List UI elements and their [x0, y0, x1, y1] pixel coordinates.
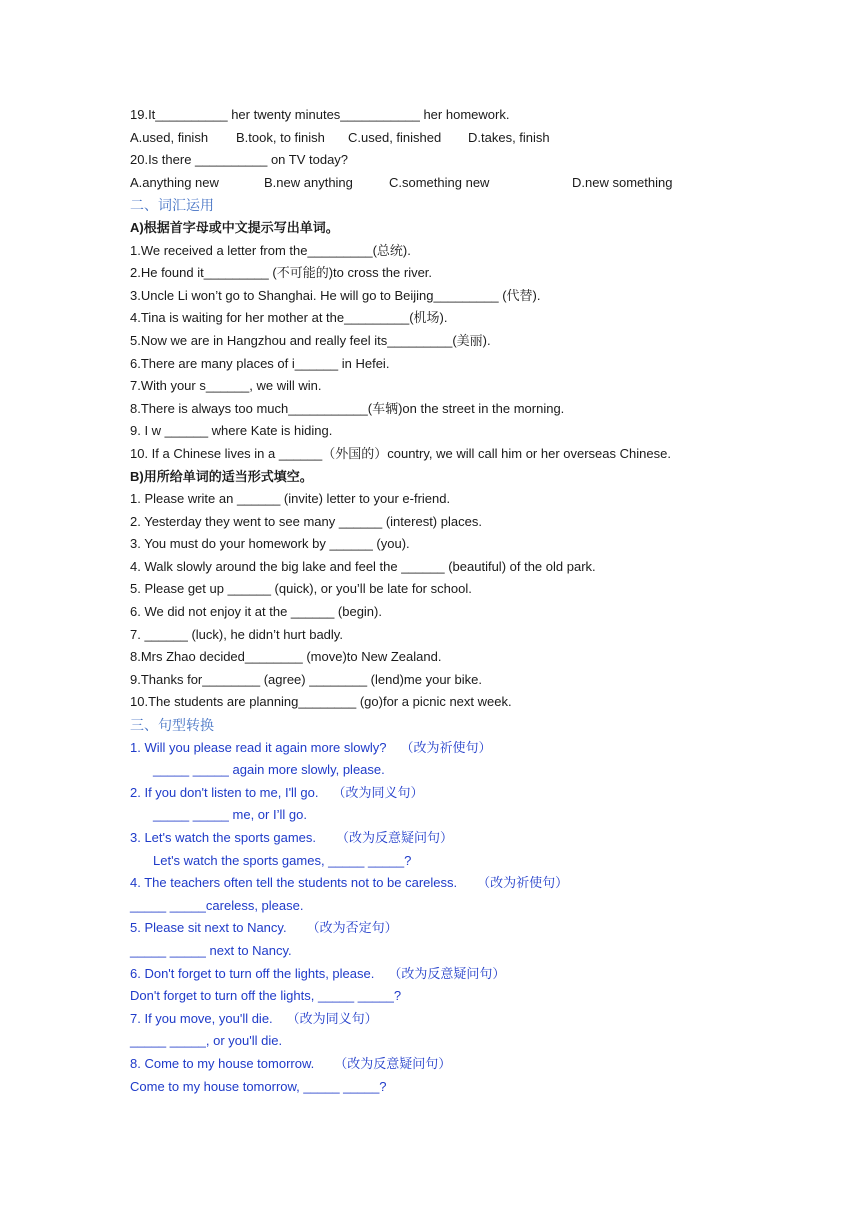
part-b-item: 8.Mrs Zhao decided________ (move)to New Zealand. [130, 649, 442, 665]
part-b-item: 2. Yesterday they went to see many ______ (interest) places. [130, 513, 482, 529]
instruction-note: （改为反意疑问句） [336, 830, 454, 845]
part-b-item: 1. Please write an ______ (invite) letter to your e-friend. [130, 491, 451, 507]
question-19-options [130, 127, 730, 150]
transform-answer: _____ _____careless, please. [130, 897, 304, 913]
transform-answer: _____ _____ again more slowly, please. [153, 762, 385, 778]
question-text: 5. Please sit next to Nancy. [130, 920, 287, 936]
section-heading-vocab: 二、词汇运用 [130, 197, 214, 214]
option-c: C.used, finished [348, 129, 442, 145]
part-a-title: A)根据首字母或中文提示写出单词。 [130, 219, 339, 235]
section-heading-transform: 三、句型转换 [130, 717, 214, 734]
transform-answer: Come to my house tomorrow, _____ _____? [130, 1078, 387, 1094]
question-text: 3. Let's watch the sports games. [130, 830, 317, 845]
transform-answer: _____ _____ next to Nancy. [130, 942, 292, 958]
transform-question [130, 782, 730, 805]
part-a-item: 1.We received a letter from the_________(总统). [130, 242, 411, 258]
part-a-item: 9. I w ______ where Kate is hiding. [130, 423, 333, 439]
instruction-note: （改为祈使句） [477, 875, 569, 891]
instruction-note: （改为否定句） [306, 920, 398, 936]
question-text: 7. If you move, you'll die. [130, 1010, 273, 1026]
transform-question [130, 963, 730, 986]
option-c: C.something new [389, 174, 490, 190]
transform-question [130, 737, 730, 760]
part-b-item: 9.Thanks for________ (agree) ________ (lend)me your bike. [130, 671, 482, 687]
part-b-item: 10.The students are planning________ (go)for a picnic next week. [130, 694, 512, 710]
instruction-note: （改为反意疑问句） [388, 965, 506, 981]
instruction-note: （改为同义句） [332, 784, 424, 800]
part-b-item: 6. We did not enjoy it at the ______ (begin). [130, 604, 382, 620]
part-a-item: 8.There is always too much___________(车辆)on the street in the morning. [130, 400, 565, 416]
instruction-note: （改为祈使句） [400, 739, 492, 755]
transform-answer: Let's watch the sports games, _____ _____? [153, 852, 412, 868]
part-b-item: 3. You must do your homework by ______ (you). [130, 536, 410, 552]
part-b-item: 7. ______ (luck), he didn’t hurt badly. [130, 626, 343, 642]
part-a-item: 6.There are many places of i______ in Hefei. [130, 355, 390, 371]
transform-question [130, 1008, 730, 1031]
part-b-item: 4. Walk slowly around the big lake and feel the ______ (beautiful) of the old park. [130, 558, 596, 574]
part-a-item: 7.With your s______, we will win. [130, 378, 322, 394]
question-text: 1. Will you please read it again more slowly? [130, 739, 387, 755]
part-a-item: 5.Now we are in Hangzhou and really feel its_________(美丽). [130, 332, 491, 348]
transform-question [130, 872, 730, 895]
question-text: 2. If you don't listen to me, I'll go. [130, 784, 319, 800]
question-20-options [130, 172, 730, 195]
option-a: A.used, finish [130, 129, 209, 145]
question-19: 19.It__________ her twenty minutes___________ her homework. [130, 107, 510, 122]
worksheet-content [130, 104, 730, 1098]
option-d: D.takes, finish [468, 129, 550, 145]
part-a-item: 2.He found it_________ (不可能的)to cross the river. [130, 265, 433, 281]
transform-question [130, 1053, 730, 1076]
part-a-item: 3.Uncle Li won’t go to Shanghai. He will go to Beijing_________ (代替). [130, 287, 541, 303]
part-a-item: 4.Tina is waiting for her mother at the_________(机场). [130, 310, 448, 326]
transform-question [130, 827, 730, 850]
transform-answer: _____ _____ me, or I’ll go. [153, 807, 307, 823]
question-text: 8. Come to my house tomorrow. [130, 1055, 315, 1071]
instruction-note: （改为反意疑问句） [334, 1055, 452, 1071]
transform-question [130, 917, 730, 940]
option-d: D.new something [572, 174, 673, 190]
option-a: A.anything new [130, 174, 219, 190]
part-a-item: 10. If a Chinese lives in a ______（外国的）country, we will call him or her overseas Chinese. [130, 445, 671, 461]
part-b-title: B)用所给单词的适当形式填空。 [130, 468, 313, 484]
part-b-item: 5. Please get up ______ (quick), or you’ll be late for school. [130, 581, 472, 597]
option-b: B.new anything [264, 174, 353, 190]
option-b: B.took, to finish [236, 129, 325, 145]
question-text: 4. The teachers often tell the students not to be careless. [130, 875, 458, 891]
question-20: 20.Is there __________ on TV today? [130, 152, 349, 168]
question-text: 6. Don't forget to turn off the lights, please. [130, 965, 375, 981]
transform-answer: Don't forget to turn off the lights, _____ _____? [130, 988, 402, 1004]
transform-answer: _____ _____, or you'll die. [130, 1033, 283, 1049]
instruction-note: （改为同义句） [286, 1010, 378, 1026]
